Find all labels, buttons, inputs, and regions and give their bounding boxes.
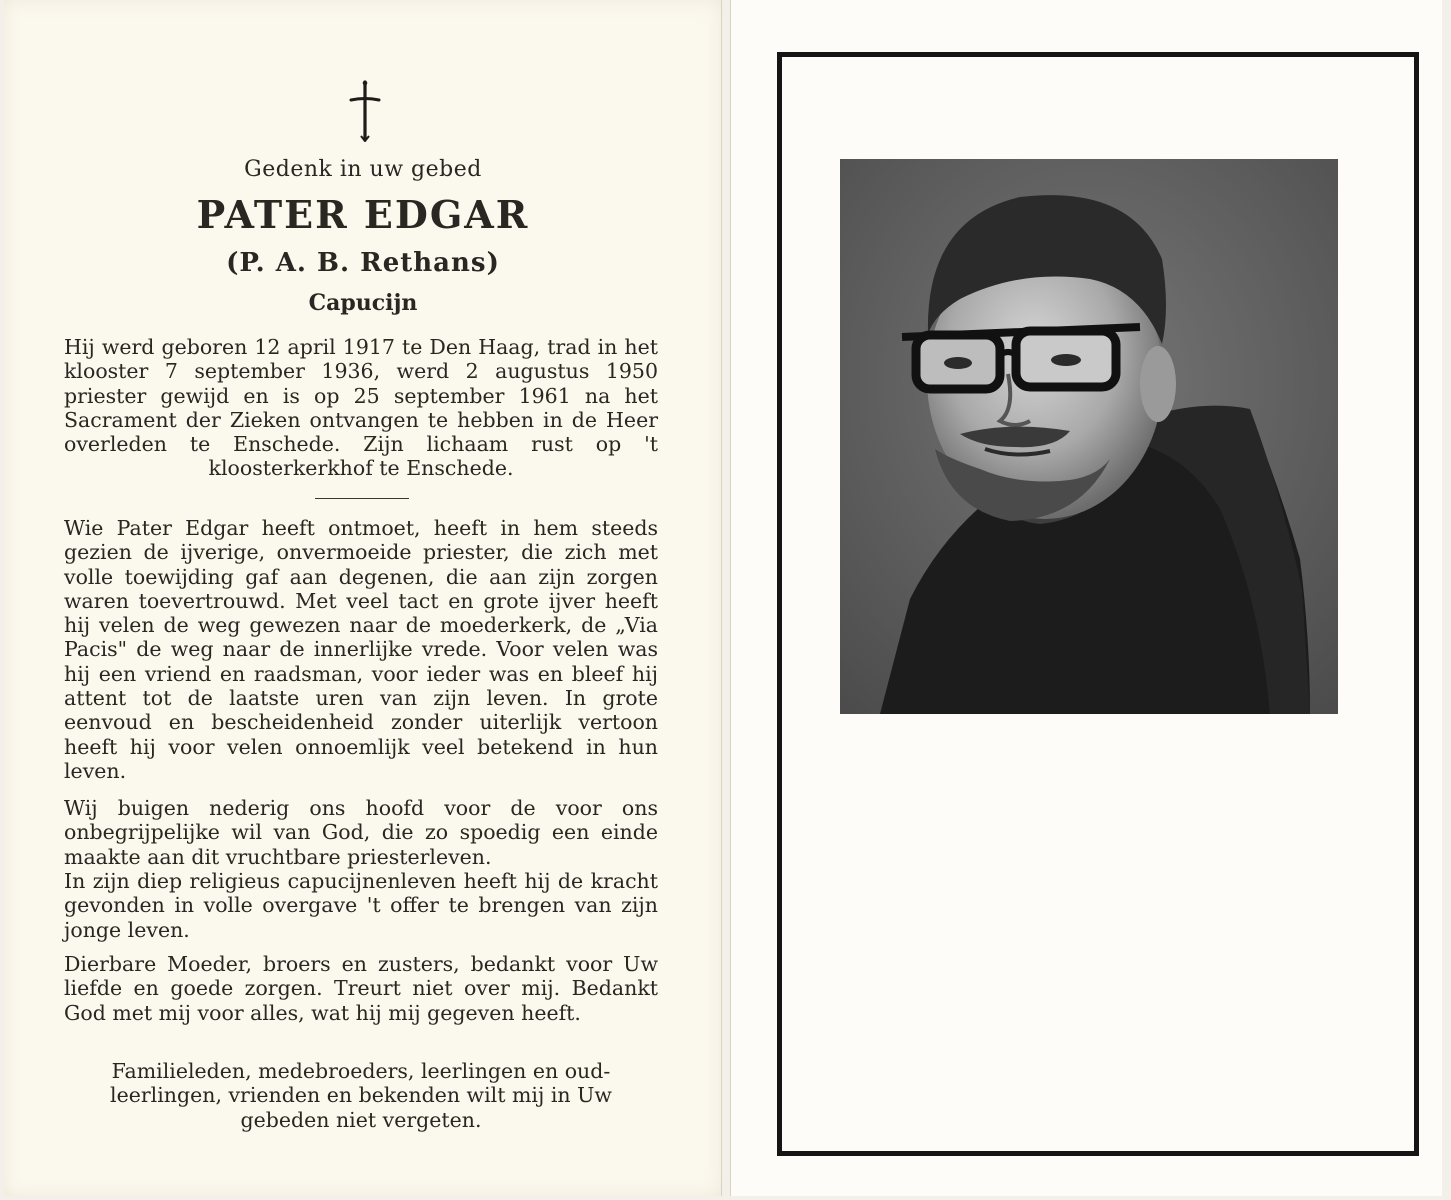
reflection-paragraph: Wij buigen nederig ons hoofd voor de voor ons onbegrijpelijke wil van God, die zo spoedig een einde maakte aan dit vruchtbare priesterleven. bbox=[64, 796, 658, 869]
cross-icon bbox=[348, 80, 382, 142]
religious-order: Capucijn bbox=[308, 290, 418, 316]
biography-paragraph: Hij werd geboren 12 april 1917 te Den Haag, trad in het klooster 7 september 1936, werd 2 augustus 1950 priester gewijd en is op 25 september 1961 na het Sacrament der Zieken ontvangen te hebben in de Heer overleden te Enschede. Zijn lichaam rust op 't kloosterkerkhof te Enschede. bbox=[64, 335, 658, 481]
divider-rule bbox=[315, 498, 409, 499]
portrait-photo bbox=[840, 159, 1338, 714]
civil-name: (P. A. B. Rethans) bbox=[226, 248, 500, 278]
memorial-card-text-side bbox=[4, 0, 722, 1196]
farewell-others-paragraph: Familieleden, medebroeders, leerlingen en oud-leerlingen, vrienden en bekenden wilt mij in Uw gebeden niet vergeten. bbox=[110, 1059, 612, 1132]
deceased-name: PATER EDGAR bbox=[196, 192, 530, 237]
intro-line: Gedenk in uw gebed bbox=[244, 157, 482, 182]
reflection-paragraph-2: In zijn diep religieus capucijnenleven heeft hij de kracht gevonden in volle overgave 't offer te brengen van zijn jonge leven. bbox=[64, 869, 658, 942]
farewell-family-paragraph: Dierbare Moeder, broers en zusters, bedankt voor Uw liefde en goede zorgen. Treurt niet over mij. Bedankt God met mij voor alles, wat hij mij gegeven heeft. bbox=[64, 952, 658, 1025]
tribute-paragraph: Wie Pater Edgar heeft ontmoet, heeft in hem steeds gezien de ijverige, onvermoeide priester, die zich met volle toewijding gaf aan degenen, die aan zijn zorgen waren toevertrouwd. Met veel tact en grote ijver heeft hij velen de weg gewezen naar de moederkerk, de „Via Pacis" de weg naar de innerlijke vrede. Voor velen was hij een vriend en raadsman, voor ieder was en bleef hij attent tot de laatste uren van zijn leven. In grote eenvoud en bescheidenheid zonder uiterlijk vertoon heeft hij voor velen onnoemlijk veel betekend in hun leven. bbox=[64, 516, 658, 783]
memorial-card-photo-side bbox=[730, 0, 1442, 1196]
